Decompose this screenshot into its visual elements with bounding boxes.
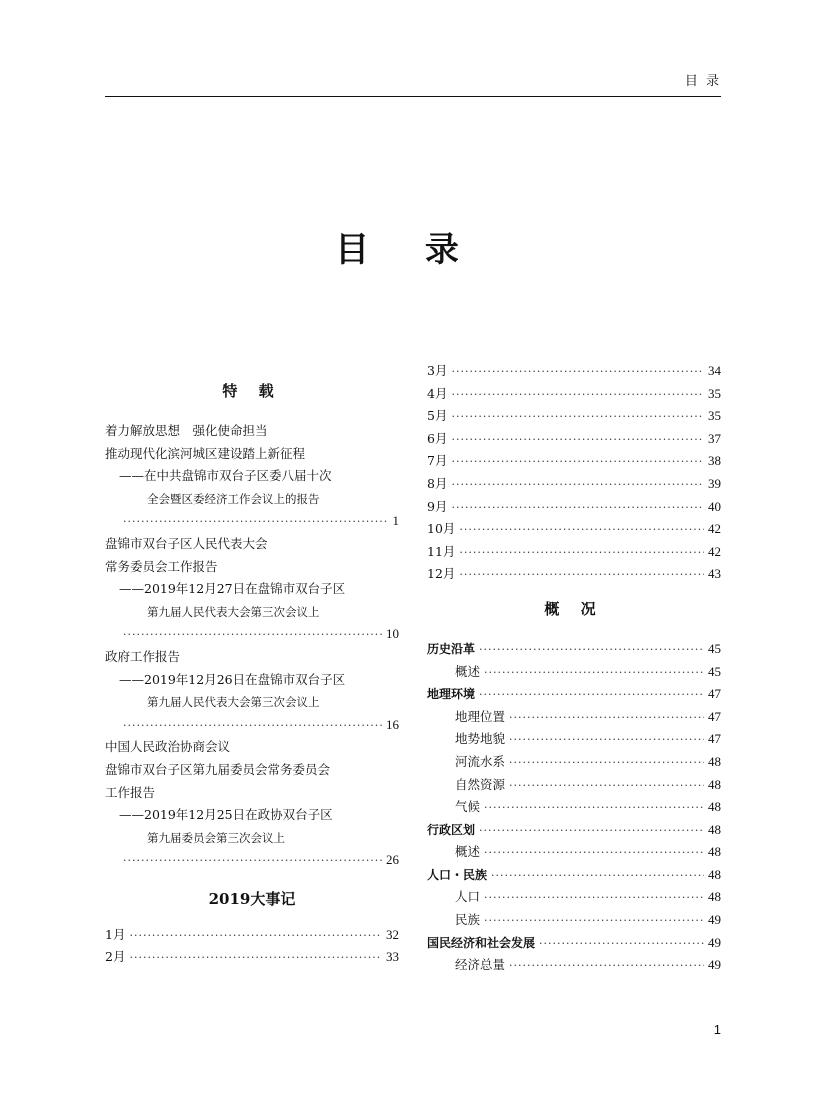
dot-leader bbox=[509, 707, 704, 730]
entry-page: 48 bbox=[708, 776, 721, 792]
toc-entry[interactable] bbox=[427, 932, 721, 955]
toc-entry[interactable] bbox=[105, 714, 399, 737]
dot-leader bbox=[491, 865, 704, 888]
toc-entry[interactable] bbox=[105, 623, 399, 646]
toc-entry[interactable] bbox=[427, 473, 721, 496]
entry-title: 行政区划 bbox=[427, 822, 476, 837]
entry-title: 气候 bbox=[455, 799, 481, 815]
running-head: 目 录 bbox=[684, 74, 721, 89]
toc-entry[interactable] bbox=[105, 924, 399, 947]
dot-leader bbox=[459, 564, 704, 587]
entry-page: 48 bbox=[708, 799, 721, 815]
article-title-line[interactable]: 政府工作报告 bbox=[105, 648, 181, 664]
dot-leader bbox=[484, 887, 704, 910]
entry-page: 33 bbox=[386, 949, 399, 965]
dot-leader bbox=[451, 429, 704, 452]
toc-entry[interactable] bbox=[427, 796, 721, 819]
entry-page: 49 bbox=[708, 934, 721, 950]
article-subtitle-line: 全会暨区委经济工作会议上的报告 bbox=[147, 491, 320, 506]
toc-entry[interactable] bbox=[427, 428, 721, 451]
entry-page: 47 bbox=[708, 686, 721, 702]
entry-page: 49 bbox=[708, 957, 721, 973]
toc-entry[interactable] bbox=[427, 563, 721, 586]
toc-entry[interactable] bbox=[427, 954, 721, 977]
dot-leader bbox=[123, 850, 382, 873]
entry-page: 35 bbox=[708, 408, 721, 424]
article-subtitle-line: ——2019年12月27日在盘锦市双台子区 bbox=[119, 581, 346, 597]
entry-title: 2月 bbox=[105, 949, 126, 965]
entry-title: 11月 bbox=[427, 543, 456, 559]
dot-leader bbox=[451, 474, 704, 497]
entry-page: 10 bbox=[386, 626, 399, 642]
dot-leader bbox=[509, 955, 704, 978]
toc-right-column bbox=[427, 360, 721, 977]
entry-page: 48 bbox=[708, 753, 721, 769]
section-heading-special: 特 载 bbox=[222, 382, 282, 400]
toc-entry[interactable] bbox=[105, 510, 399, 533]
toc-entry[interactable] bbox=[427, 360, 721, 383]
entry-page: 45 bbox=[708, 640, 721, 656]
entry-title: 8月 bbox=[427, 475, 448, 491]
dot-leader bbox=[451, 384, 704, 407]
entry-title: 地理位置 bbox=[455, 708, 506, 724]
entry-title: 6月 bbox=[427, 430, 448, 446]
entry-title: 12月 bbox=[427, 566, 456, 582]
special-articles-list bbox=[105, 420, 399, 872]
article-title-line[interactable]: 工作报告 bbox=[105, 784, 156, 800]
entry-title: 9月 bbox=[427, 498, 448, 514]
entry-page: 43 bbox=[708, 566, 721, 582]
dot-leader bbox=[451, 406, 704, 429]
dot-leader bbox=[484, 797, 704, 820]
toc-entry[interactable] bbox=[427, 886, 721, 909]
dot-leader bbox=[539, 933, 704, 956]
toc-entry[interactable] bbox=[427, 751, 721, 774]
entry-page: 35 bbox=[708, 385, 721, 401]
entry-page: 16 bbox=[386, 716, 399, 732]
entry-page: 32 bbox=[386, 926, 399, 942]
dot-leader bbox=[484, 842, 704, 865]
dot-leader bbox=[451, 497, 704, 520]
dot-leader bbox=[451, 451, 704, 474]
toc-entry[interactable] bbox=[427, 819, 721, 842]
entry-title: 自然资源 bbox=[455, 776, 506, 792]
entry-page: 42 bbox=[708, 543, 721, 559]
events-list bbox=[105, 924, 399, 969]
entry-title: 河流水系 bbox=[455, 753, 506, 769]
toc-entry[interactable] bbox=[427, 383, 721, 406]
entry-page: 47 bbox=[708, 731, 721, 747]
section-heading-events: 2019大事记 bbox=[208, 889, 296, 908]
article-subtitle-line: 第九届人民代表大会第三次会议上 bbox=[147, 695, 320, 710]
dot-leader bbox=[129, 925, 382, 948]
entry-title: 7月 bbox=[427, 453, 448, 469]
overview-list bbox=[427, 638, 721, 977]
dot-leader bbox=[451, 361, 704, 384]
article-title-line[interactable]: 着力解放思想 强化使命担当 bbox=[105, 423, 268, 438]
dot-leader bbox=[509, 775, 704, 798]
entry-title: 历史沿革 bbox=[427, 641, 476, 656]
article-title-line[interactable]: 盘锦市双台子区人民代表大会 bbox=[105, 535, 268, 551]
article-subtitle-line: 第九届委员会第三次会议上 bbox=[147, 830, 285, 845]
entry-page: 48 bbox=[708, 821, 721, 837]
article-title-line[interactable]: 中国人民政治协商会议 bbox=[105, 739, 231, 755]
entry-title: 3月 bbox=[427, 363, 448, 378]
toc-left-column bbox=[105, 380, 399, 969]
entry-page: 48 bbox=[708, 889, 721, 905]
toc-entry[interactable] bbox=[427, 661, 721, 684]
entry-page: 48 bbox=[708, 844, 721, 860]
entry-title: 5月 bbox=[427, 408, 448, 424]
entry-title: 1月 bbox=[105, 926, 126, 942]
dot-leader bbox=[509, 729, 704, 752]
article-title-line[interactable]: 推动现代化滨河城区建设踏上新征程 bbox=[105, 445, 306, 461]
toc-entry[interactable] bbox=[427, 774, 721, 797]
article-title-line[interactable]: 常务委员会工作报告 bbox=[105, 558, 218, 574]
toc-entry[interactable] bbox=[427, 841, 721, 864]
dot-leader bbox=[129, 947, 382, 970]
toc-entry[interactable] bbox=[105, 946, 399, 969]
toc-entry[interactable] bbox=[427, 638, 721, 661]
entry-page: 48 bbox=[708, 866, 721, 882]
toc-entry[interactable] bbox=[427, 450, 721, 473]
dot-leader bbox=[479, 820, 704, 843]
dot-leader bbox=[484, 910, 704, 933]
article-subtitle-line: ——2019年12月26日在盘锦市双台子区 bbox=[119, 671, 346, 687]
dot-leader bbox=[123, 511, 389, 534]
dot-leader bbox=[459, 542, 704, 565]
dot-leader bbox=[509, 752, 704, 775]
entry-title: 民族 bbox=[455, 912, 481, 928]
entry-page: 45 bbox=[708, 663, 721, 679]
entry-title: 10月 bbox=[427, 521, 456, 537]
entry-page: 26 bbox=[386, 852, 399, 868]
toc-entry[interactable] bbox=[105, 849, 399, 872]
dot-leader bbox=[479, 684, 704, 707]
entry-title: 国民经济和社会发展 bbox=[427, 935, 536, 950]
dot-leader bbox=[459, 519, 704, 542]
article-subtitle-line: ——2019年12月25日在政协双台子区 bbox=[119, 807, 333, 823]
article-title-line[interactable]: 盘锦市双台子区第九届委员会常务委员会 bbox=[105, 761, 331, 777]
toc-entry[interactable] bbox=[427, 518, 721, 541]
toc-entry[interactable] bbox=[427, 728, 721, 751]
entry-title: 概述 bbox=[455, 844, 481, 860]
toc-entry[interactable] bbox=[427, 706, 721, 729]
entry-page: 42 bbox=[708, 521, 721, 537]
entry-page: 40 bbox=[708, 498, 721, 514]
entry-title: 经济总量 bbox=[455, 957, 506, 973]
toc-entry[interactable] bbox=[427, 405, 721, 428]
section-heading-overview: 概 况 bbox=[544, 599, 604, 618]
dot-leader bbox=[123, 715, 382, 738]
entry-title: 地理环境 bbox=[427, 687, 476, 702]
entry-page: 1 bbox=[392, 513, 399, 529]
entry-title: 人口・民族 bbox=[427, 867, 488, 882]
entry-title: 地势地貌 bbox=[455, 731, 506, 747]
page-number: 1 bbox=[713, 1022, 721, 1037]
toc-entry[interactable] bbox=[427, 541, 721, 564]
entry-page: 49 bbox=[708, 912, 721, 928]
entry-page: 47 bbox=[708, 708, 721, 724]
entry-title: 4月 bbox=[427, 385, 448, 401]
article-subtitle-line: ——在中共盘锦市双台子区委八届十次 bbox=[119, 468, 332, 484]
entry-title: 人口 bbox=[455, 889, 481, 905]
dot-leader bbox=[479, 639, 704, 662]
entry-page: 38 bbox=[708, 453, 721, 469]
entry-page: 37 bbox=[708, 430, 721, 446]
entry-page: 39 bbox=[708, 475, 721, 491]
entry-page: 34 bbox=[708, 363, 721, 378]
toc-entry[interactable] bbox=[427, 909, 721, 932]
page-title: 目 录 bbox=[335, 230, 481, 270]
toc-entry[interactable] bbox=[427, 496, 721, 519]
dot-leader bbox=[123, 624, 382, 647]
article-subtitle-line: 第九届人民代表大会第三次会议上 bbox=[147, 604, 320, 619]
dot-leader bbox=[484, 662, 704, 685]
header-rule bbox=[105, 96, 721, 97]
months-list bbox=[427, 360, 721, 586]
toc-entry[interactable] bbox=[427, 864, 721, 887]
entry-title: 概述 bbox=[455, 663, 481, 679]
toc-entry[interactable] bbox=[427, 683, 721, 706]
